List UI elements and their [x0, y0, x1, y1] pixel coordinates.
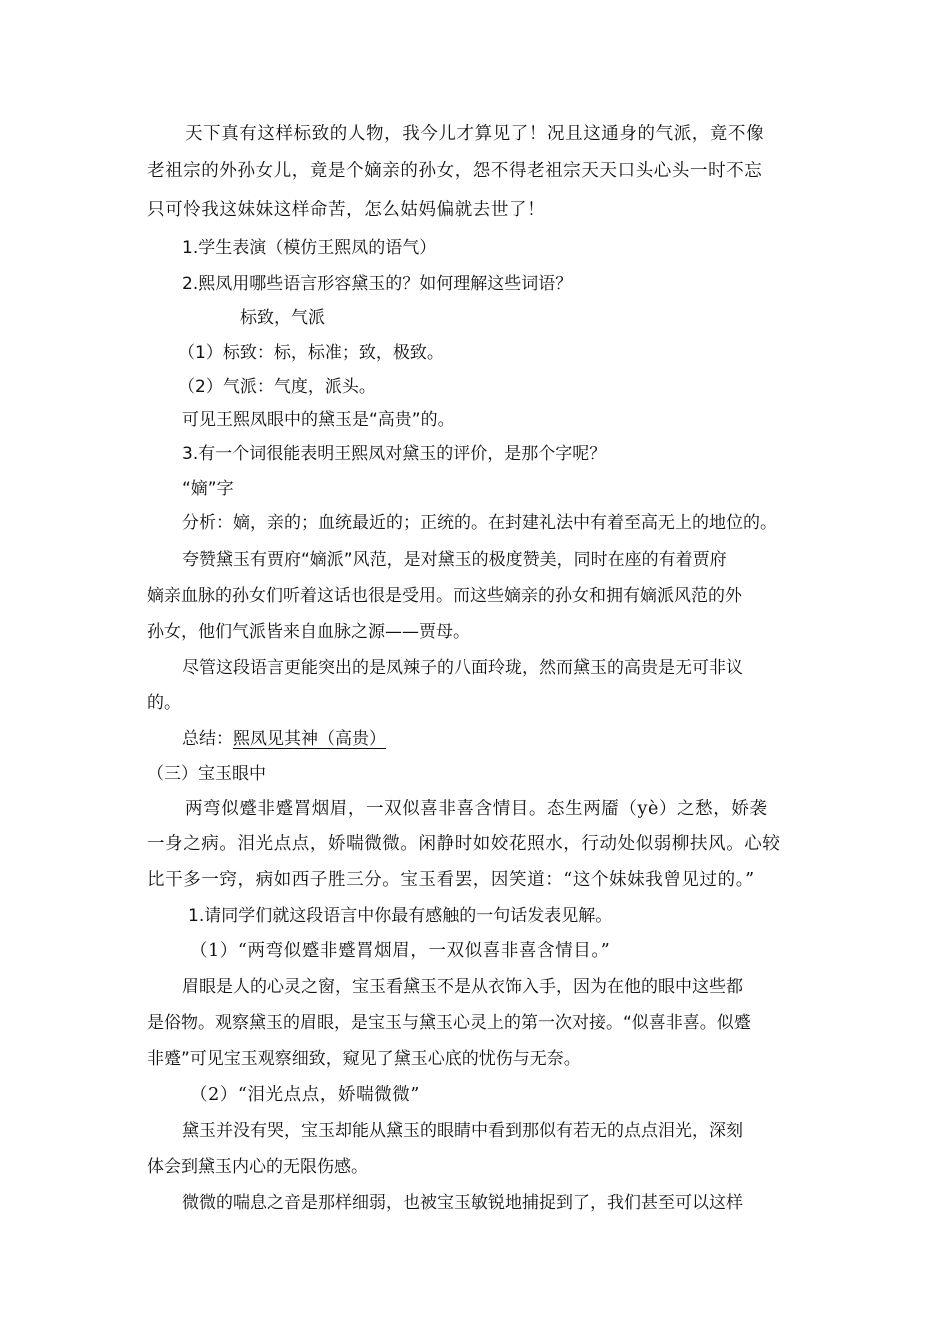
definition-1: （1）标致：标，标准；致，极致。: [178, 343, 444, 363]
section-heading-3: （三）宝玉眼中: [147, 764, 266, 784]
key-words: 标致，气派: [240, 308, 325, 328]
quote-line-2: 老祖宗的外孙女儿，竟是个嫡亲的孙女，怨不得老祖宗天天口头心头一时不忘: [147, 161, 763, 181]
baoyu-quote-line-1: 两弯似蹙非蹙罥烟眉，一双似喜非喜含情目。态生两靥（yè）之愁，娇袭: [185, 799, 768, 819]
question-1: 1.学生表演（模仿王熙凤的语气）: [182, 238, 437, 258]
summary-text: 熙凤见其神（高贵）: [233, 729, 386, 749]
question-2: 2.熙凤用哪些语言形容黛玉的？如何理解这些词语？: [182, 274, 573, 294]
though-line-1: 尽管这段语言更能突出的是凤辣子的八面玲珑，然而黛玉的高贵是无可非议: [182, 658, 743, 678]
eyes-line-1: 眉眼是人的心灵之窗，宝玉看黛玉不是从衣饰入手，因为在他的眼中这些都: [182, 977, 743, 997]
summary: [182, 727, 386, 751]
praise-line-1: 夸赞黛玉有贾府“嫡派”风范，是对黛玉的极度赞美，同时在座的有着贾府: [182, 550, 727, 570]
baoyu-question-1: 1.请同学们就这段语言中你最有感触的一句话发表见解。: [188, 906, 613, 926]
eyes-line-2: 是俗物。观察黛玉的眉眼，是宝玉与黛玉心灵上的第一次对接。“似喜非喜。似蹙: [147, 1013, 751, 1033]
question-3: 3.有一个词很能表明王熙凤对黛玉的评价，是那个字呢？: [182, 444, 607, 464]
quote-line-1: 天下真有这样标致的人物，我今儿才算见了！况且这通身的气派，竟不像: [185, 124, 765, 144]
quote-line-3: 只可怜我这妹妹这样命苦，怎么姑妈偏就去世了！: [147, 200, 546, 220]
praise-line-2: 嫡亲血脉的孙女们听着这话也很是受用。而这些嫡亲的孙女和拥有嫡派风范的外: [147, 586, 742, 606]
definition-2: （2）气派：气度，派头。: [178, 377, 376, 397]
answer-3: “嫡”字: [182, 479, 234, 499]
breath-line: 微微的喘息之音是那样细弱，也被宝玉敏锐地捕捉到了，我们甚至可以这样: [182, 1193, 743, 1213]
baoyu-quote-line-3: 比干多一窍，病如西子胜三分。宝玉看罢，因笑道：“这个妹妹我曾见过的。”: [147, 870, 755, 890]
eyes-line-3: 非蹙”可见宝玉观察细致，窥见了黛玉心底的忧伤与无奈。: [147, 1049, 581, 1069]
praise-line-3: 孙女，他们气派皆来自血脉之源——贾母。: [147, 622, 470, 642]
baoyu-question-1-2: （2）“泪光点点，娇喘微微”: [190, 1085, 420, 1105]
though-line-2: 的。: [147, 693, 181, 713]
summary-label: 总结：: [182, 729, 233, 749]
conclusion-noble: 可见王熙凤眼中的黛玉是“高贵”的。: [182, 410, 455, 430]
baoyu-quote-line-2: 一身之病。泪光点点，娇喘微微。闲静时如姣花照水，行动处似弱柳扶风。心较: [147, 834, 781, 854]
tears-line-1: 黛玉并没有哭，宝玉却能从黛玉的眼睛中看到那似有若无的点点泪光，深刻: [182, 1121, 743, 1141]
baoyu-question-1-1: （1）“两弯似蹙非蹙罥烟眉，一双似喜非喜含情目。”: [190, 941, 611, 961]
analysis-line: 分析：嫡，亲的；血统最近的；正统的。在封建礼法中有着至高无上的地位的。: [182, 513, 777, 533]
tears-line-2: 体会到黛玉内心的无限伤感。: [147, 1157, 368, 1177]
